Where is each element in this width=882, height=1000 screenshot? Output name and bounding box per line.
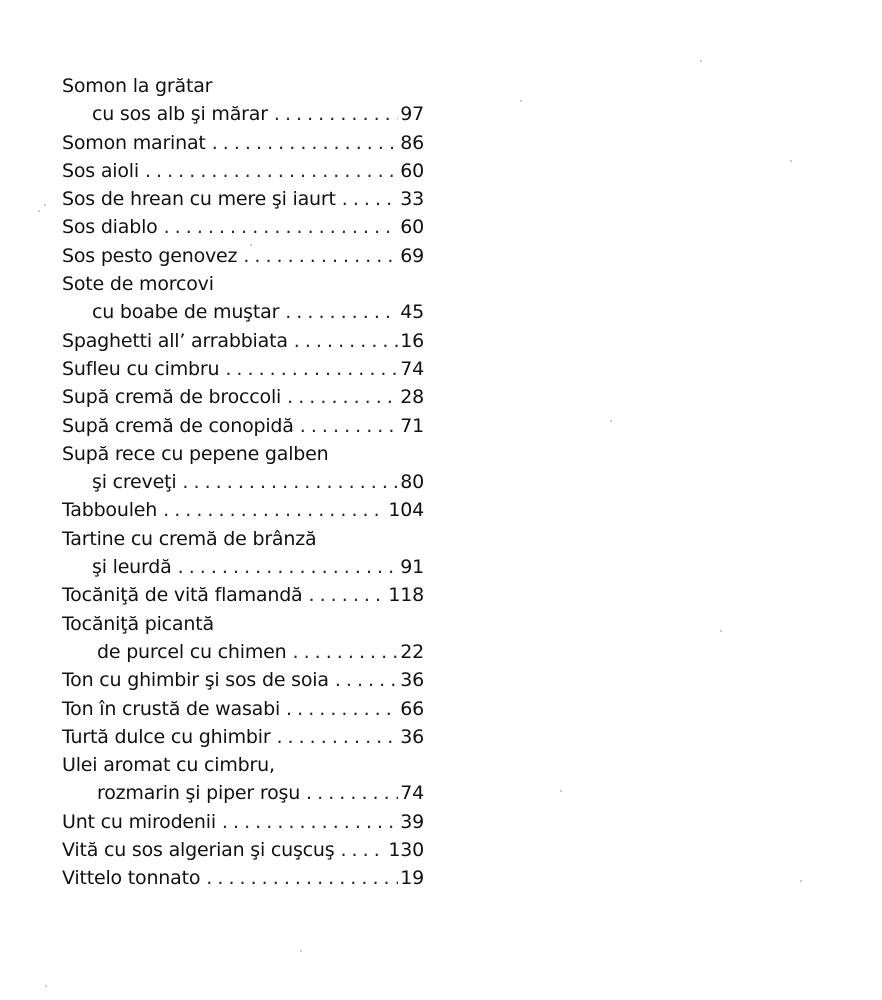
entry-title: Tocăniţă picantă — [62, 612, 214, 635]
dot-leader — [163, 496, 386, 524]
entry-title: Somon marinat — [62, 131, 206, 154]
dot-leader — [225, 355, 398, 383]
dot-leader — [309, 581, 387, 609]
index-entry — [62, 213, 424, 241]
index-entry-continuation — [62, 553, 424, 581]
scan-speck — [45, 985, 47, 987]
dot-leader — [206, 864, 398, 892]
dot-leader — [292, 638, 398, 666]
scan-speck — [790, 160, 792, 162]
index-entry-continuation — [62, 779, 424, 807]
entry-page-number: 60 — [400, 159, 424, 182]
index-entry — [62, 666, 424, 694]
dot-leader — [287, 383, 398, 411]
scan-speck — [700, 60, 702, 62]
entry-page-number: 118 — [388, 584, 424, 607]
index-entry — [62, 695, 424, 723]
index-entry-continuation — [62, 100, 424, 128]
entry-title: Ton în crustă de wasabi — [62, 697, 281, 720]
entry-title: Tabbouleh — [62, 499, 158, 522]
entry-title: Vittelo tonnato — [62, 867, 201, 890]
entry-title: Ulei aromat cu cimbru, — [62, 754, 275, 777]
index-entry — [62, 185, 424, 213]
dot-leader — [145, 157, 398, 185]
index-entry — [62, 864, 424, 892]
entry-page-number: 66 — [400, 697, 424, 720]
dot-leader — [212, 129, 399, 157]
dot-leader — [285, 298, 398, 326]
entry-page-number: 69 — [400, 244, 424, 267]
scan-speck — [610, 420, 612, 422]
entry-page-number: 74 — [400, 357, 424, 380]
entry-page-number: 60 — [400, 216, 424, 239]
index-entry — [62, 836, 424, 864]
entry-page-number: 33 — [400, 188, 424, 211]
entry-title: Supă cremă de broccoli — [62, 386, 282, 409]
index-entry — [62, 327, 424, 355]
recipe-index-list — [62, 72, 424, 893]
entry-title: Somon la grătar — [62, 75, 213, 97]
entry-continuation: şi creveţi — [92, 471, 177, 494]
index-entry — [62, 808, 424, 836]
entry-page-number: 91 — [400, 556, 424, 579]
scan-speck — [38, 210, 40, 212]
entry-title: Tartine cu cremă de brânză — [62, 527, 317, 550]
entry-page-number: 74 — [400, 782, 424, 805]
index-entry-continuation — [62, 638, 424, 666]
dot-leader — [274, 100, 398, 128]
entry-continuation: şi leurdă — [92, 556, 172, 579]
scan-speck — [720, 630, 722, 632]
dot-leader — [276, 723, 398, 751]
index-entry-continuation — [62, 468, 424, 496]
entry-page-number: 19 — [400, 867, 424, 890]
index-entry — [62, 355, 424, 383]
entry-title: Unt cu mirodenii — [62, 810, 216, 833]
index-entry — [62, 157, 424, 185]
entry-page-number: 39 — [400, 810, 424, 833]
entry-page-number: 16 — [400, 329, 424, 352]
dot-leader — [164, 213, 399, 241]
entry-page-number: 71 — [400, 414, 424, 437]
dot-leader — [342, 185, 398, 213]
scan-speck — [800, 880, 802, 882]
entry-page-number: 22 — [400, 640, 424, 663]
entry-title: Supă cremă de conopidă — [62, 414, 294, 437]
dot-leader — [340, 836, 386, 864]
index-entry — [62, 383, 424, 411]
entry-continuation: cu boabe de muştar — [92, 301, 280, 324]
entry-page-number: 36 — [400, 669, 424, 692]
index-entry-title — [62, 270, 424, 298]
entry-title: Spaghetti all’ arrabbiata — [62, 329, 288, 352]
index-entry-title — [62, 525, 424, 553]
entry-title: Sos de hrean cu mere şi iaurt — [62, 188, 336, 211]
entry-title: Supă rece cu pepene galben — [62, 442, 329, 465]
entry-continuation: de purcel cu chimen — [97, 640, 287, 663]
entry-page-number: 80 — [400, 471, 424, 494]
index-entry-title — [62, 610, 424, 638]
index-entry-title — [62, 440, 424, 468]
index-entry — [62, 242, 424, 270]
dot-leader — [300, 412, 398, 440]
index-entry — [62, 723, 424, 751]
entry-page-number: 45 — [400, 301, 424, 324]
scan-speck — [560, 790, 562, 792]
dot-leader — [243, 242, 398, 270]
entry-title: Sufleu cu cimbru — [62, 357, 220, 380]
index-entry-title — [62, 751, 424, 779]
index-entry-continuation — [62, 298, 424, 326]
entry-page-number: 104 — [388, 499, 424, 522]
index-entry — [62, 129, 424, 157]
entry-title: Ton cu ghimbir şi sos de soia — [62, 669, 329, 692]
dot-leader — [222, 808, 398, 836]
dot-leader — [182, 468, 398, 496]
entry-title: Vită cu sos algerian şi cuşcuş — [62, 839, 335, 862]
dot-leader — [286, 695, 398, 723]
index-entry — [62, 412, 424, 440]
dot-leader — [335, 666, 398, 694]
dot-leader — [294, 327, 398, 355]
index-entry — [62, 581, 424, 609]
index-entry-title — [62, 72, 424, 100]
scan-speck — [520, 100, 522, 102]
entry-title: Tocăniţă de vită flamandă — [62, 584, 303, 607]
entry-continuation: cu sos alb şi mărar — [92, 103, 268, 126]
entry-page-number: 97 — [400, 103, 424, 126]
entry-page-number: 36 — [400, 725, 424, 748]
scan-speck — [250, 244, 252, 246]
dot-leader — [306, 779, 398, 807]
dot-leader — [178, 553, 399, 581]
index-entry — [62, 496, 424, 524]
entry-title: Sos aioli — [62, 159, 139, 182]
scan-speck — [300, 950, 302, 952]
entry-continuation: rozmarin şi piper roşu — [97, 782, 301, 805]
entry-title: Sote de morcovi — [62, 273, 214, 296]
entry-title: Sos pesto genovez — [62, 244, 238, 267]
entry-page-number: 130 — [388, 839, 424, 862]
entry-page-number: 28 — [400, 386, 424, 409]
scan-speck — [44, 204, 46, 206]
entry-page-number: 86 — [400, 131, 424, 154]
entry-title: Turtă dulce cu ghimbir — [62, 725, 271, 748]
entry-title: Sos diablo — [62, 216, 158, 239]
